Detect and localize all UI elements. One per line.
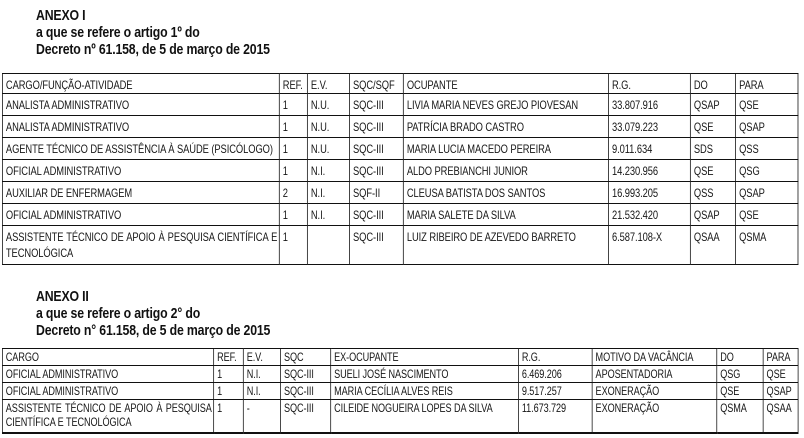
table-cell: MARIA LUCIA MACEDO PEREIRA [403,138,608,160]
table-cell: SDS [690,138,735,160]
table-cell: QSAA [690,226,735,265]
column-header: CARGO [2,349,213,366]
table-cell: QSAP [736,182,798,204]
table-cell: MARIA SALETE DA SILVA [403,204,608,226]
table-cell: QSAP [690,204,735,226]
header-row [2,74,798,94]
table-cell: QSAP [763,383,798,400]
column-header: SQC/SQF [349,74,403,94]
anexo-i-table-body [2,94,798,265]
table-cell: N.I. [307,160,349,182]
table-cell: SQC-III [349,138,403,160]
anexo-i-table [2,73,798,265]
table-cell: 11.673.729 [518,400,592,433]
column-header: OCUPANTE [403,74,608,94]
column-header: EX-OCUPANTE [331,349,519,366]
table-cell: ASSISTENTE TÉCNICO DE APOIO À PESQUISA CIENTÍFICA E TECNOLÓGICA [2,400,213,433]
table-cell: N.I. [243,383,280,400]
column-header: SQC [281,349,331,366]
table-cell: SQF-II [349,182,403,204]
table-row [2,226,798,265]
column-header: REF. [279,74,307,94]
table-cell: SQC-III [349,116,403,138]
table-cell: N.I. [307,204,349,226]
table-cell: N.U. [307,138,349,160]
table-cell: QSE [690,116,735,138]
table-cell: EXONERAÇÃO [592,400,717,433]
table-cell: ASSISTENTE TÉCNICO DE APOIO À PESQUISA CIENTÍFICA E TECNOLÓGICA [2,226,279,265]
anexo-i-title: ANEXO I [36,7,86,24]
table-cell: ANALISTA ADMINISTRATIVO [2,94,279,116]
table-cell: QSG [717,366,763,383]
table-cell: ANALISTA ADMINISTRATIVO [2,116,279,138]
table-cell [307,226,349,265]
table-cell: 9.517.257 [518,383,592,400]
table-cell: N.I. [307,182,349,204]
anexo-ii-title: ANEXO II [36,288,89,305]
anexo-ii-decree-line: Decreto n° 61.158, de 5 de março de 2015 [36,322,271,339]
column-header: PARA [736,74,798,94]
column-header: REF. [214,349,244,366]
table-cell: 1 [279,138,307,160]
anexo-i-decree-line: Decreto nº 61.158, de 5 de março de 2015 [36,41,270,58]
header-row [2,349,798,366]
column-header: E.V. [243,349,280,366]
table-cell: 1 [279,160,307,182]
table-cell: QSMA [717,400,763,433]
table-cell: QSAP [690,94,735,116]
table-cell: 1 [279,204,307,226]
table-cell: PATRÍCIA BRADO CASTRO [403,116,608,138]
table-cell: SQC-III [281,366,331,383]
column-header: E.V. [307,74,349,94]
table-cell: QSE [736,94,798,116]
table-cell: LIVIA MARIA NEVES GREJO PIOVESAN [403,94,608,116]
table-cell: QSG [736,160,798,182]
table-row [2,366,798,383]
table-cell: AUXILIAR DE ENFERMAGEM [2,182,279,204]
anexo-ii-table [2,348,798,434]
column-header: PARA [763,349,798,366]
table-cell: 1 [214,366,244,383]
table-cell: 9.011.634 [608,138,690,160]
anexo-i-heading [36,0,666,58]
anexo-ii-heading [36,288,666,339]
table-cell: SQC-III [349,226,403,265]
table-cell: 33.807.916 [608,94,690,116]
table-cell: QSE [736,204,798,226]
table-cell: QSS [736,138,798,160]
anexo-i-table-wrapper [2,73,804,261]
anexo-i-table-head [2,74,798,94]
table-cell: ALDO PREBIANCHI JUNIOR [403,160,608,182]
column-header: CARGO/FUNÇÃO-ATIVIDADE [2,74,279,94]
table-cell: 6.587.108-X [608,226,690,265]
table-cell: OFICIAL ADMINISTRATIVO [2,366,213,383]
table-cell: - [243,400,280,433]
table-cell: QSS [690,182,735,204]
table-cell: QSE [763,366,798,383]
table-cell: 33.079.223 [608,116,690,138]
table-cell: EXONERAÇÃO [592,383,717,400]
table-cell: 1 [214,383,244,400]
table-cell: OFICIAL ADMINISTRATIVO [2,204,279,226]
table-cell: SQC-III [349,204,403,226]
table-cell: CLEUSA BATISTA DOS SANTOS [403,182,608,204]
table-cell: QSMA [736,226,798,265]
table-cell: SQC-III [281,400,331,433]
table-row [2,204,798,226]
table-row [2,160,798,182]
column-header: R.G. [608,74,690,94]
table-cell: APOSENTADORIA [592,366,717,383]
column-header: DO [690,74,735,94]
table-row [2,94,798,116]
table-cell: 1 [279,226,307,265]
table-cell: QSAA [763,400,798,433]
table-cell: LUIZ RIBEIRO DE AZEVEDO BARRETO [403,226,608,265]
table-row [2,400,798,433]
anexo-i-subtitle: a que se refere o artigo 1º do [36,24,200,41]
table-row [2,116,798,138]
anexo-ii-table-body [2,366,798,433]
column-header: DO [717,349,763,366]
table-cell: 6.469.206 [518,366,592,383]
table-cell: 1 [279,94,307,116]
table-row [2,383,798,400]
column-header: R.G. [518,349,592,366]
table-cell: CILEIDE NOGUEIRA LOPES DA SILVA [331,400,519,433]
table-cell: SUELI JOSÉ NASCIMENTO [331,366,519,383]
column-header: MOTIVO DA VACÂNCIA [592,349,717,366]
table-cell: AGENTE TÉCNICO DE ASSISTÊNCIA À SAÚDE (PSICÓLOGO) [2,138,279,160]
anexo-ii-subtitle: a que se refere o artigo 2° do [36,305,201,322]
table-cell: MARIA CECÍLIA ALVES REIS [331,383,519,400]
table-cell: 14.230.956 [608,160,690,182]
table-cell: OFICIAL ADMINISTRATIVO [2,160,279,182]
table-cell: N.U. [307,94,349,116]
table-cell: 1 [214,400,244,433]
table-cell: 2 [279,182,307,204]
table-cell: 1 [279,116,307,138]
table-cell: SQC-III [349,160,403,182]
table-cell: SQC-III [281,383,331,400]
table-cell: QSE [717,383,763,400]
table-row [2,182,798,204]
table-cell: OFICIAL ADMINISTRATIVO [2,383,213,400]
table-row [2,138,798,160]
anexo-ii-table-head [2,349,798,366]
table-cell: QSAP [736,116,798,138]
table-cell: 16.993.205 [608,182,690,204]
table-cell: QSE [690,160,735,182]
table-cell: N.U. [307,116,349,138]
table-cell: SQC-III [349,94,403,116]
table-cell: N.I. [243,366,280,383]
table-cell: 21.532.420 [608,204,690,226]
anexo-ii-table-wrapper [2,348,804,434]
